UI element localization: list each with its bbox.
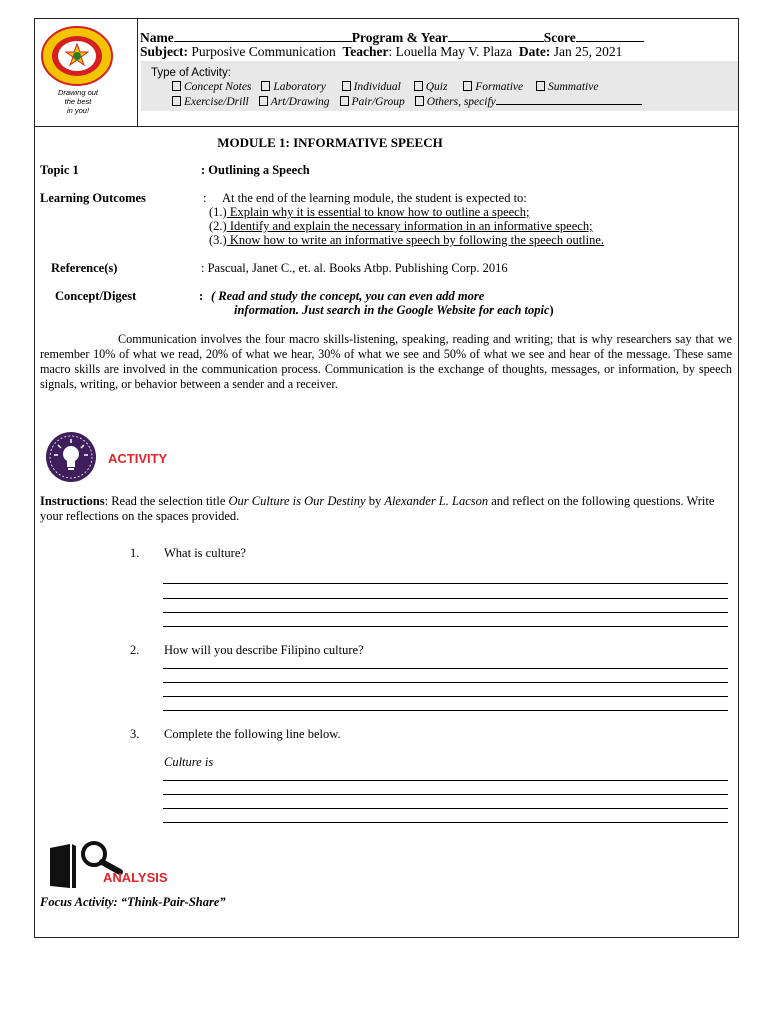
- program-label: Program & Year: [351, 30, 448, 45]
- module-title: MODULE 1: INFORMATIVE SPEECH: [217, 135, 443, 150]
- motto-line-1: Drawing out: [57, 88, 99, 97]
- answer-line[interactable]: [163, 583, 728, 584]
- work-title: Our Culture is Our Destiny: [228, 494, 366, 508]
- checkbox-laboratory[interactable]: [261, 81, 325, 93]
- outcome-text: Explain why it is essential to know how to outline a speech;: [226, 205, 530, 219]
- activity-instructions: [40, 494, 732, 524]
- instructions-text-end: and reflect on the following questions. Write your reflections on the spaces provided.: [40, 494, 715, 523]
- answer-line[interactable]: [163, 794, 728, 795]
- lightbulb-icon: [40, 431, 102, 483]
- concept-colon: :: [199, 289, 204, 303]
- score-label: Score: [543, 30, 576, 45]
- outcome-number: (1.): [209, 205, 227, 219]
- work-author: Alexander L. Lacson: [384, 494, 489, 508]
- activity-type-row-1: [172, 81, 608, 93]
- answer-line[interactable]: [163, 598, 728, 599]
- motto-line-2: the best: [64, 97, 92, 106]
- concept-note-line-1: ( Read and study the concept, you can even add more: [211, 289, 485, 303]
- paragraph-text: Communication involves the four macro skills-listening, speaking, reading and writing; that is why researchers say that we remember 10% of what we read, 20% of what we hear, 30% of what we see and 50% of what we see and hear of the message. These same macro skills are involved in the communication process. Communication is the exchange of thoughts, messages, or information, by speech signals, writing, or behavior between a sender and a receiver.: [40, 332, 732, 391]
- outcome-number: (3.): [209, 233, 227, 247]
- outcome-text: Identify and explain the necessary information in an informative speech;: [226, 219, 593, 233]
- checkbox-icon: [340, 96, 349, 106]
- header-divider: [34, 126, 739, 127]
- focus-activity: Focus Activity: “Think-Pair-Share”: [40, 895, 226, 909]
- checkbox-concept-notes[interactable]: [172, 81, 251, 93]
- checkbox-label: Exercise/Drill: [184, 96, 249, 108]
- concept-label: Concept/Digest: [55, 289, 137, 303]
- checkbox-icon: [172, 96, 181, 106]
- score-field[interactable]: [576, 29, 644, 42]
- answer-line[interactable]: [163, 822, 728, 823]
- checkbox-icon: [463, 81, 472, 91]
- teacher-value: : Louella May V. Plaza: [388, 44, 513, 59]
- outcome-number: (2.): [209, 219, 227, 233]
- checkbox-icon: [261, 81, 270, 91]
- checkbox-quiz[interactable]: [414, 81, 448, 93]
- date-value: Jan 25, 2021: [553, 44, 623, 59]
- date-label: Date:: [518, 44, 551, 59]
- answer-line[interactable]: [163, 710, 728, 711]
- answer-line[interactable]: [163, 696, 728, 697]
- checkbox-label: Individual: [353, 81, 401, 93]
- learning-outcome-1: [209, 205, 529, 220]
- learning-outcomes-colon: :: [203, 191, 207, 205]
- checkbox-icon: [172, 81, 181, 91]
- concept-paragraph: [40, 332, 732, 392]
- question-3-text: Complete the following line below.: [164, 727, 341, 741]
- subject-label: Subject:: [140, 44, 188, 59]
- answer-line[interactable]: [163, 612, 728, 613]
- activity-type-label: Type of Activity:: [151, 67, 231, 79]
- learning-outcome-2: [209, 219, 593, 234]
- checkbox-icon: [536, 81, 545, 91]
- learning-outcomes-label: Learning Outcomes: [40, 191, 146, 205]
- checkbox-icon: [259, 96, 268, 106]
- answer-line[interactable]: [163, 682, 728, 683]
- culture-prompt: Culture is: [164, 755, 214, 769]
- checkbox-label: Concept Notes: [184, 81, 252, 93]
- logo-column-divider: [137, 18, 138, 126]
- teacher-label: Teacher: [342, 44, 389, 59]
- checkbox-icon: [342, 81, 351, 91]
- instructions-by: by: [365, 494, 385, 508]
- checkbox-icon: [414, 81, 423, 91]
- instructions-text: : Read the selection title: [104, 494, 229, 508]
- checkbox-label: Others, specify: [426, 96, 496, 108]
- module-sheet: [34, 18, 739, 938]
- checkbox-label: Art/Drawing: [270, 96, 330, 108]
- answer-line[interactable]: [163, 808, 728, 809]
- checkbox-label: Pair/Group: [351, 96, 405, 108]
- checkbox-exercise-drill[interactable]: [172, 96, 249, 108]
- checkbox-label: Summative: [547, 81, 599, 93]
- others-specify-field[interactable]: [496, 94, 642, 105]
- checkbox-label: Laboratory: [273, 81, 326, 93]
- reference-value: : Pascual, Janet C., et. al. Books Atbp. Publishing Corp. 2016: [201, 261, 508, 275]
- checkbox-others[interactable]: [415, 96, 642, 108]
- reference-label: Reference(s): [51, 261, 118, 275]
- topic-label: Topic 1: [40, 163, 79, 177]
- school-seal-icon: [40, 26, 114, 86]
- checkbox-individual[interactable]: [342, 81, 401, 93]
- answer-line[interactable]: [163, 780, 728, 781]
- answer-line[interactable]: [163, 668, 728, 669]
- answer-line[interactable]: [163, 626, 728, 627]
- school-motto: [40, 88, 116, 115]
- question-1-number: 1.: [130, 546, 140, 560]
- analysis-heading: ANALYSIS: [103, 870, 168, 885]
- name-label: Name: [140, 30, 174, 45]
- question-2-number: 2.: [130, 643, 140, 657]
- question-3-number: 3.: [130, 727, 140, 741]
- learning-outcomes-intro: At the end of the learning module, the student is expected to:: [222, 191, 527, 205]
- concept-note-text: information. Just search in the Google Website for each topic: [234, 303, 550, 317]
- checkbox-formative[interactable]: [463, 81, 523, 93]
- checkbox-label: Quiz: [425, 81, 448, 93]
- question-1-text: What is culture?: [164, 546, 246, 560]
- checkbox-summative[interactable]: [536, 81, 598, 93]
- activity-type-row-2: [172, 94, 652, 108]
- checkbox-label: Formative: [475, 81, 524, 93]
- subject-info-line: [140, 44, 622, 60]
- name-field[interactable]: [174, 29, 352, 42]
- checkbox-art-drawing[interactable]: [259, 96, 330, 108]
- concept-note-line-2: [234, 303, 554, 318]
- checkbox-pair-group[interactable]: [340, 96, 405, 108]
- question-2-text: How will you describe Filipino culture?: [164, 643, 364, 657]
- checkbox-icon: [415, 96, 424, 106]
- motto-line-3: in you!: [66, 106, 90, 115]
- concept-note-close: ): [549, 303, 554, 317]
- subject-value: Purposive Communication: [191, 44, 336, 59]
- instructions-label: Instructions: [40, 494, 105, 508]
- learning-outcome-3: [209, 233, 604, 248]
- program-field[interactable]: [448, 29, 544, 42]
- outcome-text: Know how to write an informative speech by following the speech outline.: [226, 233, 605, 247]
- topic-value: : Outlining a Speech: [201, 163, 310, 177]
- activity-heading: ACTIVITY: [108, 451, 168, 466]
